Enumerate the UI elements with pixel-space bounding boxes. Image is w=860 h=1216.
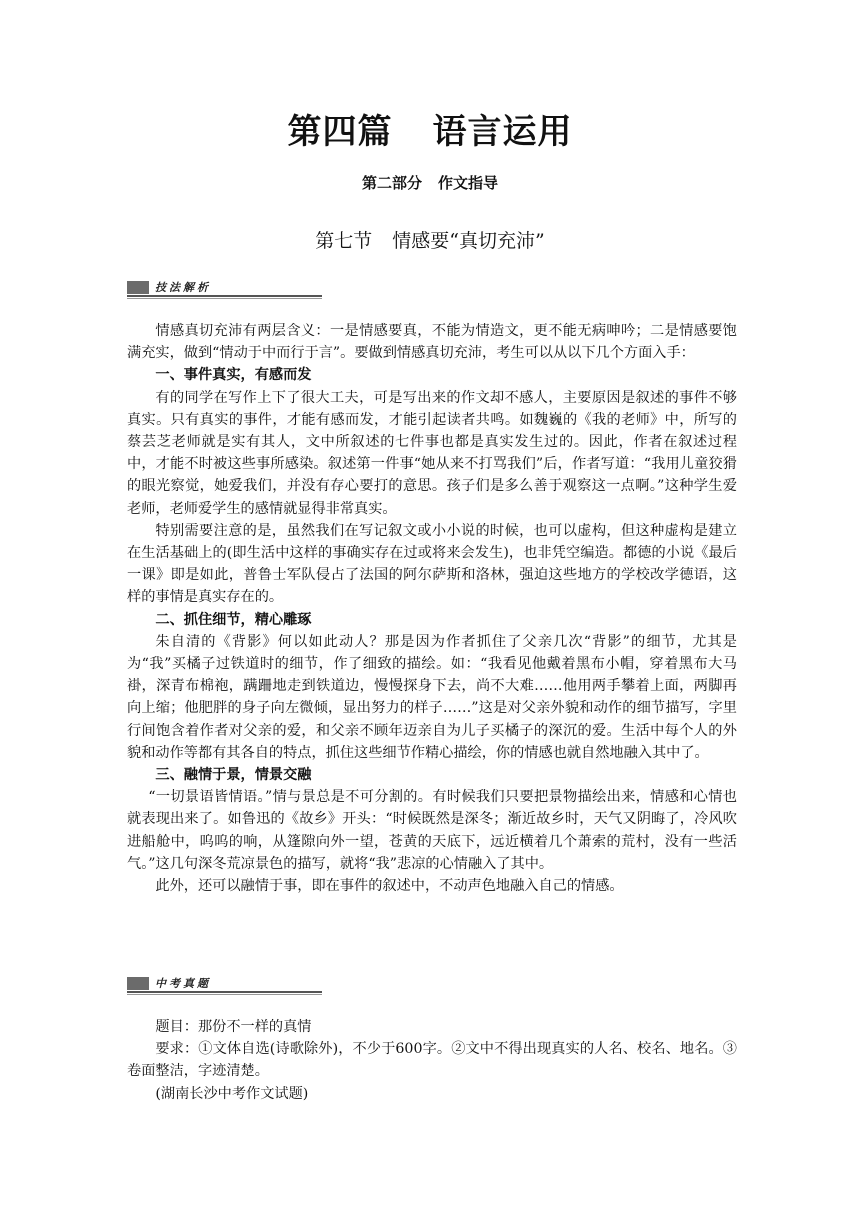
- section-topic: 情感要“真切充沛”: [392, 230, 545, 252]
- paragraph-3: 朱自清的《背影》何以如此动人？那是因为作者抓住了父亲几次“背影”的细节，尤其是为“我”买橘子过铁道时的细节，作了细致的描绘。如：“我看见他戴着黑布小帽，穿着黑布大马褂，深青布棉袍，蹒跚地走到铁道边，慢慢探身下去，尚不大难……他用两手攀着上面，两脚再向上缩；他肥胖的身子向左微倾，显出努力的样子……”这是对父亲外貌和动作的细节描写，字里行间饱含着作者对父亲的爱，和父亲不顾年迈亲自为儿子买橘子的深沉的爱。生活中每个人的外貌和动作等都有其各自的特点，抓住这些细节作精心描绘，你的情感也就自然地融入其中了。: [127, 633, 737, 761]
- subtitle-topic: 作文指导: [438, 174, 499, 192]
- point-heading-1: 一、事件真实，有感而发: [155, 367, 312, 384]
- section-title: [0, 226, 860, 253]
- exam-topic: 题目：那份不一样的真情: [155, 1019, 312, 1035]
- main-title: [0, 104, 860, 153]
- exam-requirements: 要求：①文体自选(诗歌除外)，不少于600字。②文中不得出现真实的人名、校名、地名。③卷面整洁，字迹清楚。: [127, 1041, 737, 1080]
- part-subtitle: [0, 172, 860, 193]
- banner-rule: [127, 295, 322, 297]
- paragraph-5: 此外，还可以融情于事，即在事件的叙述中，不动声色地融入自己的情感。: [155, 878, 624, 895]
- paragraph-4: “一切景语皆情语。”情与景总是不可分割的。有时候我们只要把景物描绘出来，情感和心情也就表现出来了。如鲁迅的《故乡》开头：“时候既然是深冬；渐近故乡时，天气又阴晦了，冷风吹进船舱中，呜呜的响，从篷隙向外一望，苍黄的天底下，远近横着几个萧索的荒村，没有一些活气。”这几句深冬荒凉景色的描写，就将“我”悲凉的心情融入了其中。: [127, 789, 737, 872]
- banner-rule-thin: [127, 298, 322, 299]
- point-heading-2: 二、抓住细节，精心雕琢: [155, 611, 312, 628]
- exam-banner: [127, 974, 322, 994]
- skills-analysis: [127, 320, 737, 897]
- intro-paragraph: 情感真切充沛有两层含义：一是情感要真，不能为情造文，更不能无病呻吟；二是情感要饱满充实，做到“情动于中而行于言”。要做到情感真切充沛，考生可以从以下几个方面入手：: [127, 323, 737, 362]
- exam-source: (湖南长沙中考作文试题): [155, 1085, 309, 1102]
- banner-marker: [127, 977, 149, 990]
- point-heading-3: 三、融情于景，情景交融: [155, 767, 312, 784]
- main-title-topic: 语言运用: [432, 112, 573, 152]
- skills-banner: [127, 278, 322, 298]
- subtitle-part: 第二部分: [361, 174, 422, 192]
- paragraph-2: 特别需要注意的是，虽然我们在写记叙文或小小说的时候，也可以虚构，但这种虚构是建立在生活基础上的(即生活中这样的事确实存在过或将来会发生)，也非凭空编造。都德的小说《最后一课》即是如此，普鲁士军队侵占了法国的阿尔萨斯和洛林，强迫这些地方的学校改学德语，这样的事情是真实存在的。: [127, 522, 737, 606]
- exam-question: [127, 1016, 737, 1105]
- banner-label: 中考真题: [155, 977, 211, 990]
- paragraph-1: 有的同学在写作上下了很大工夫，可是写出来的作文却不感人，主要原因是叙述的事件不够真实。只有真实的事件，才能有感而发，才能引起读者共鸣。如魏巍的《我的老师》中，所写的蔡芸芝老师就是实有其人，文中所叙述的七件事也都是真实发生过的。因此，作者在叙述过程中，才能不时被这些事所感染。叙述第一件事“她从来不打骂我们”后，作者写道：“我用儿童狡猾的眼光察觉，她爱我们，并没有存心要打的意思。孩子们是多么善于观察这一点啊。”这种学生爱老师，老师爱学生的感情就显得非常真实。: [127, 389, 738, 517]
- main-title-part: 第四篇: [287, 112, 393, 152]
- banner-rule: [127, 991, 322, 993]
- banner-marker: [127, 281, 149, 294]
- section-number: 第七节: [315, 230, 373, 252]
- banner-label: 技法解析: [155, 281, 211, 294]
- banner-rule-thin: [127, 994, 322, 995]
